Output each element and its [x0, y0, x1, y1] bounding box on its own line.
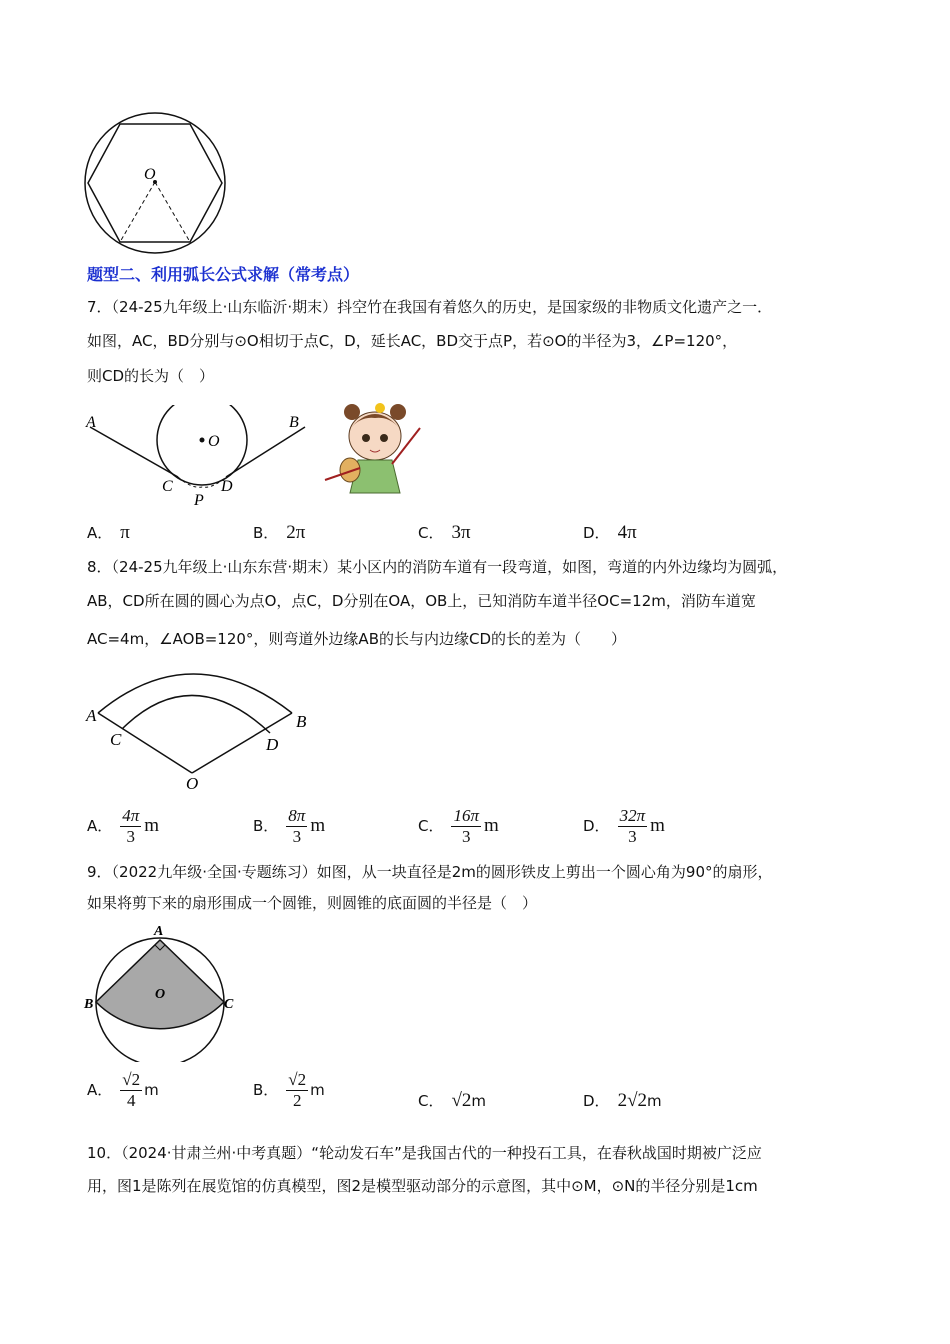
option-value: 2π	[286, 522, 306, 543]
label-p: P	[194, 492, 204, 509]
denominator: 3	[462, 827, 471, 846]
q9-figure	[82, 922, 242, 1062]
q7-option-b[interactable]	[253, 522, 305, 544]
unit: m	[647, 1092, 662, 1110]
label-o: O	[155, 987, 166, 1002]
option-letter: C．	[418, 1092, 444, 1110]
option-value: 3π	[451, 522, 471, 543]
numerator: 8π	[288, 806, 306, 825]
q7-figure	[80, 405, 320, 515]
label-a: A	[86, 706, 97, 725]
option-letter: B．	[253, 1081, 279, 1099]
q8-option-b[interactable]	[253, 806, 325, 847]
q9-option-c[interactable]	[418, 1090, 486, 1112]
label-a: A	[154, 924, 164, 939]
label-d: D	[221, 478, 233, 495]
q7-line-2: 如图，AC，BD分别与⊙O相切于点C，D，延长AC，BD交于点P，若⊙O的半径为3，∠P=120°，	[87, 332, 738, 350]
option-expr: √2	[451, 1090, 472, 1111]
label-c: C	[224, 997, 234, 1012]
numerator: 4π	[122, 806, 140, 825]
option-letter: A．	[87, 817, 113, 835]
numerator: √2	[288, 1070, 307, 1089]
label-o: O	[144, 166, 156, 183]
numerator: 32π	[619, 806, 646, 825]
option-letter: A．	[87, 524, 113, 542]
q8-option-d[interactable]	[583, 806, 665, 847]
q8-line-2: AB，CD所在圆的圆心为点O，点C，D分别在OA，OB上，已知消防车道半径OC=12m，消防车道宽	[87, 592, 756, 610]
q10-line-2: 用，图1是陈列在展览馆的仿真模型，图2是模型驱动部分的示意图，其中⊙M，⊙N的半径分别是1cm	[87, 1177, 758, 1195]
label-a: A	[86, 414, 96, 431]
unit: m	[471, 1092, 487, 1110]
q10-line-1: 10．（2024·甘肃兰州·中考真题）“轮动发石车”是我国古代的一种投石工具，在春秋战国时期被广泛应	[87, 1144, 762, 1162]
option-value: 4π	[617, 522, 637, 543]
q7-option-d[interactable]	[583, 522, 637, 544]
cartoon-girl-image	[320, 398, 430, 498]
numerator: 16π	[453, 806, 480, 825]
denominator: 3	[126, 827, 136, 846]
label-b: B	[84, 997, 94, 1012]
option-letter: C．	[418, 524, 444, 542]
q9-option-a[interactable]	[87, 1070, 159, 1111]
q8-option-c[interactable]	[418, 806, 499, 847]
q7-line-1: 7．（24-25九年级上·山东临沂·期末）抖空竹在我国有着悠久的历史，是国家级的非物质文化遗产之一．	[87, 298, 773, 316]
q9-line-2: 如果将剪下来的扇形围成一个圆锥，则圆锥的底面圆的半径是（ ）	[87, 894, 538, 912]
unit: m	[484, 815, 499, 836]
option-letter: D．	[583, 817, 610, 835]
q9-option-b[interactable]	[253, 1070, 325, 1111]
label-o: O	[208, 433, 220, 450]
option-letter: C．	[418, 817, 444, 835]
q9-line-1: 9．（2022九年级·全国·专题练习）如图，从一块直径是2m的圆形铁皮上剪出一个圆心角为90°的扇形，	[87, 863, 773, 881]
option-letter: B．	[253, 524, 279, 542]
q9-option-d[interactable]	[583, 1090, 662, 1112]
q8-option-a[interactable]	[87, 806, 159, 847]
option-value: π	[120, 522, 130, 543]
q7-option-c[interactable]	[418, 522, 471, 544]
denominator: 2	[292, 1091, 302, 1110]
option-letter: D．	[583, 1092, 610, 1110]
label-c: C	[110, 730, 122, 749]
option-letter: D．	[583, 524, 610, 542]
label-c: C	[162, 478, 173, 495]
option-expr: 2√2	[617, 1090, 647, 1111]
option-letter: B．	[253, 817, 279, 835]
q8-line-3: AC=4m，∠AOB=120°，则弯道外边缘AB的长与内边缘CD的长的差为（ ）	[87, 630, 627, 648]
label-d: D	[266, 735, 279, 754]
denominator: 3	[292, 827, 302, 846]
unit: m	[144, 815, 160, 836]
unit: m	[310, 815, 326, 836]
unit: m	[310, 1081, 325, 1099]
q8-line-1: 8．（24-25九年级上·山东东营·期末）某小区内的消防车道有一段弯道，如图，弯道的内外边缘均为圆弧，	[87, 558, 788, 576]
unit: m	[650, 815, 665, 836]
label-o: O	[186, 774, 199, 793]
label-b: B	[296, 712, 307, 731]
numerator: √2	[122, 1070, 141, 1089]
q7-option-a[interactable]	[87, 522, 130, 544]
hexagon-circle-figure	[80, 108, 240, 258]
denominator: 3	[628, 827, 637, 846]
section-title: 题型二、利用弧长公式求解（常考点）	[87, 265, 360, 284]
q8-figure	[80, 655, 320, 795]
label-b: B	[289, 414, 299, 431]
unit: m	[144, 1081, 159, 1099]
option-letter: A．	[87, 1081, 113, 1099]
q7-line-3: 则CD的长为（ ）	[87, 367, 215, 385]
denominator: 4	[126, 1091, 136, 1110]
